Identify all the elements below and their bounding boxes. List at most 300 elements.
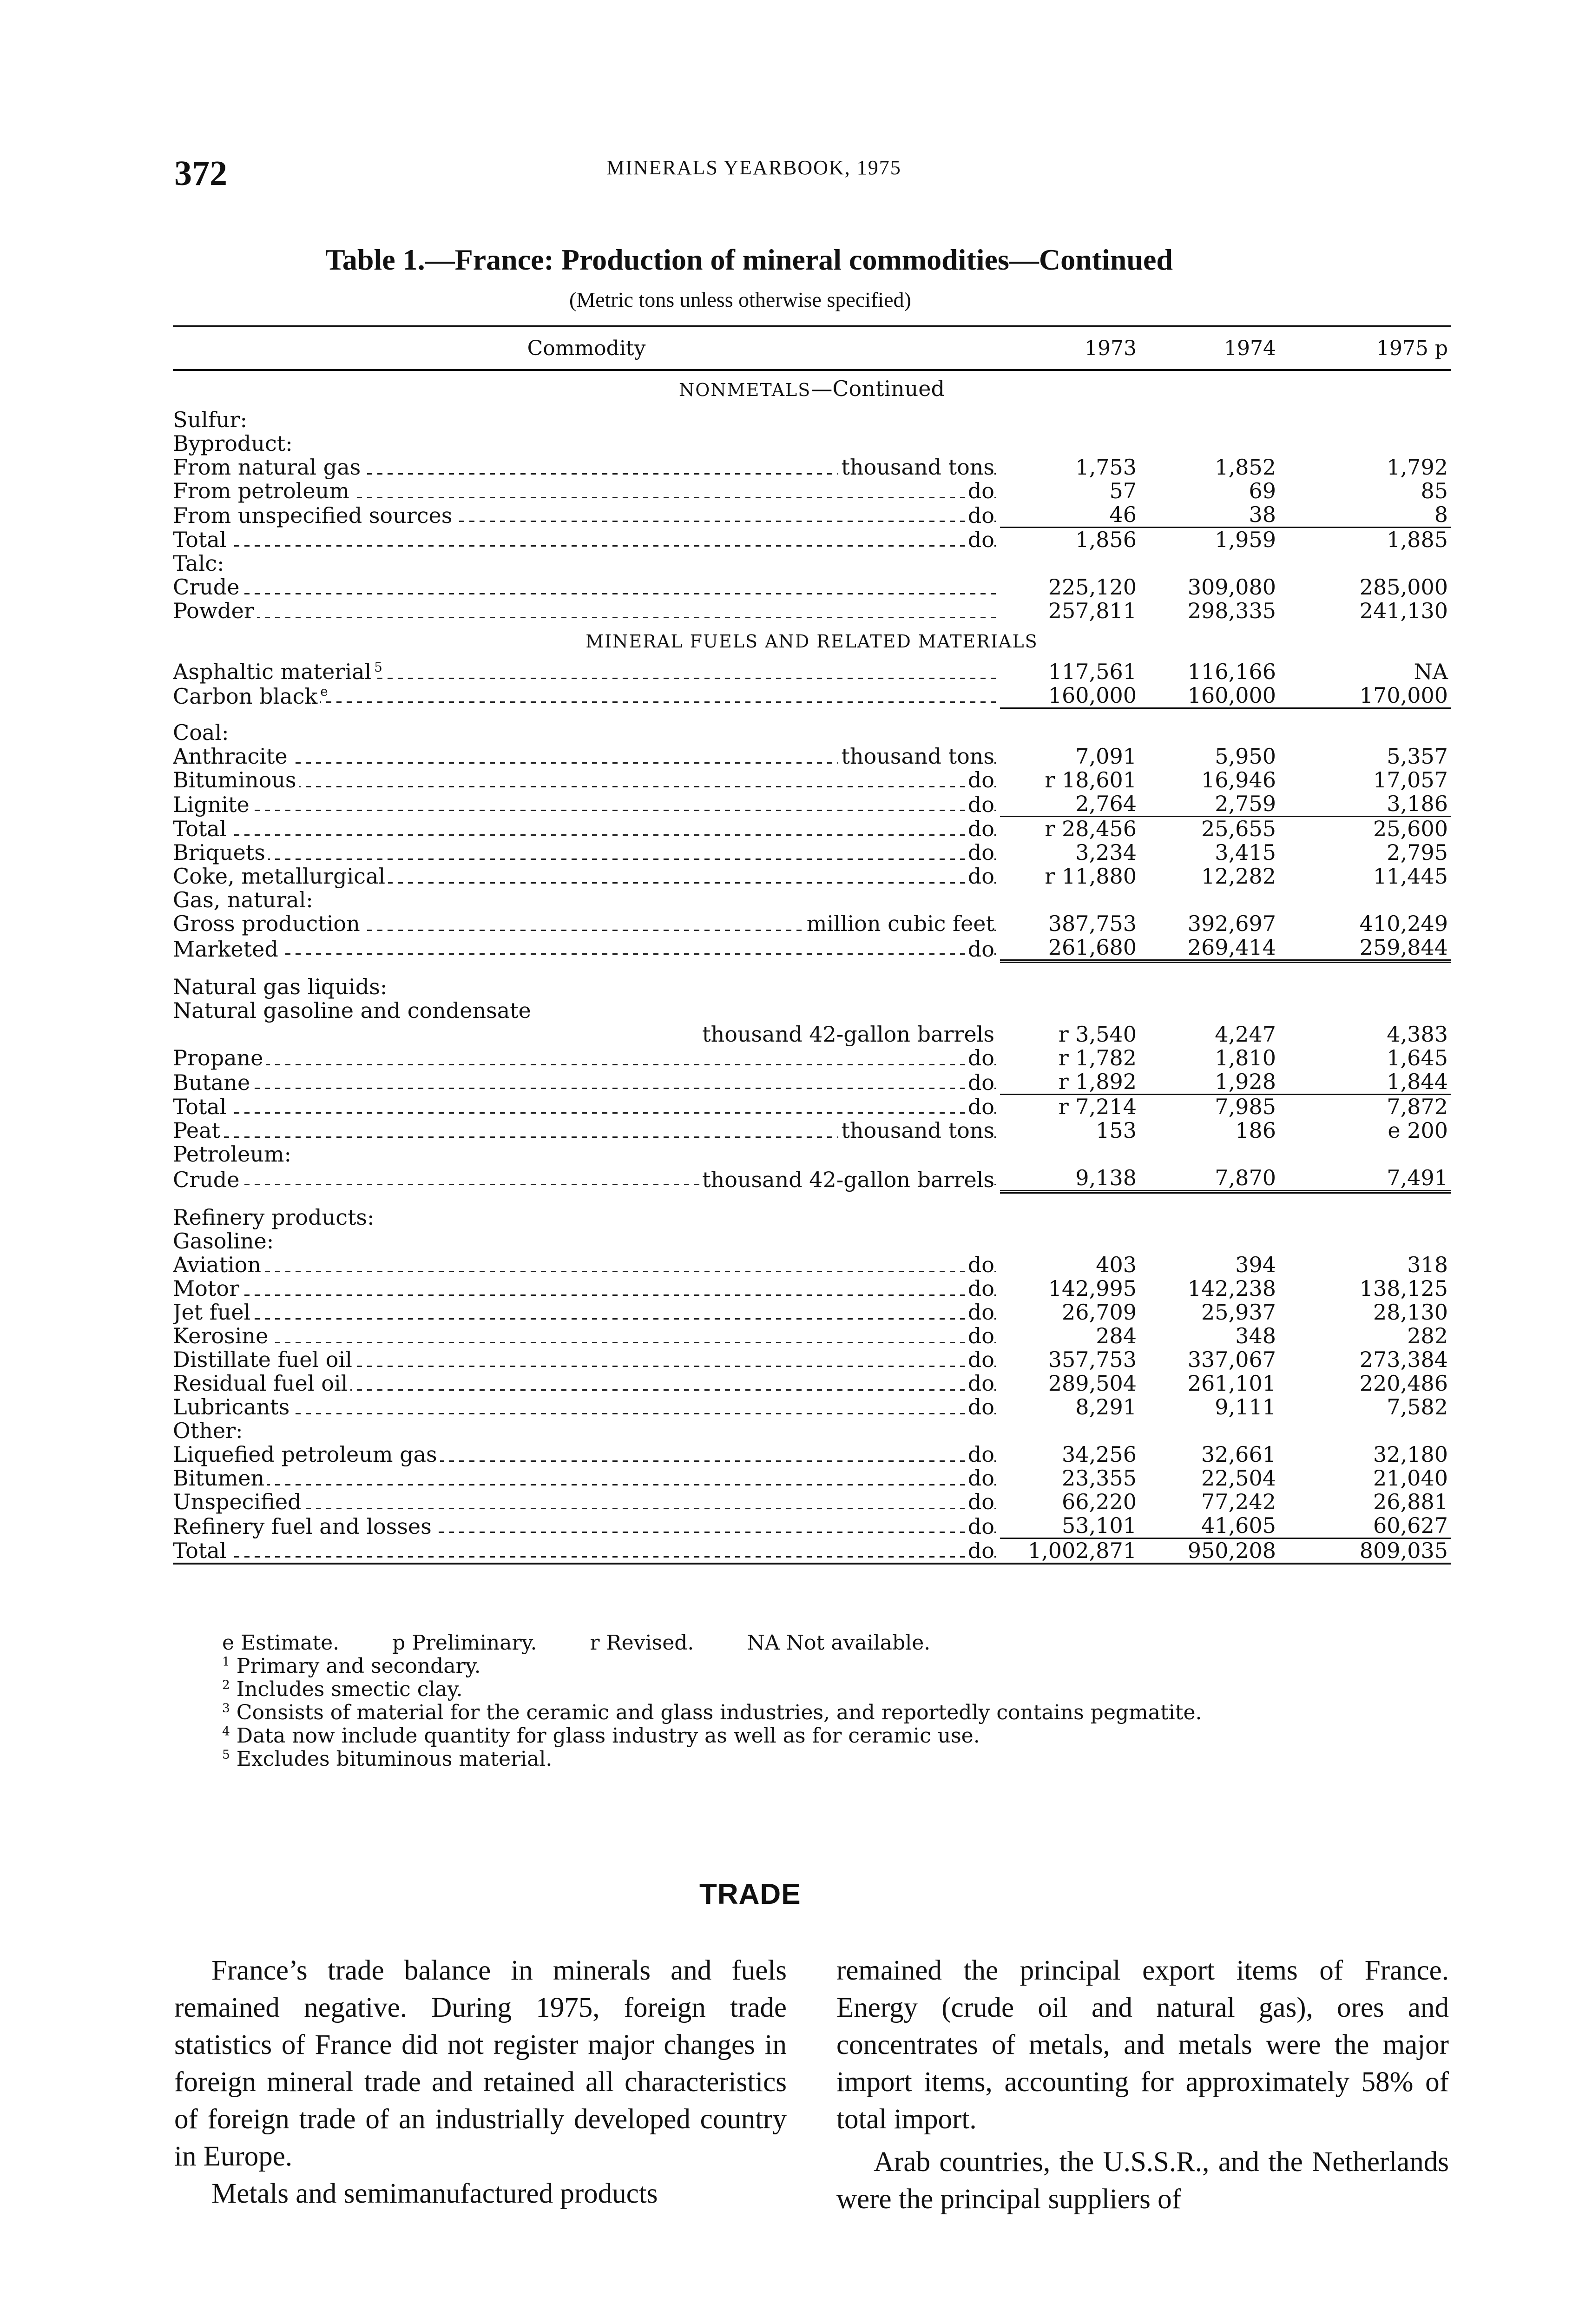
value-1974: 1,852 <box>1215 456 1276 479</box>
abbrev-revised: r Revised. <box>590 1631 694 1655</box>
commodity-label: Crude <box>173 575 242 599</box>
header-commodity: Commodity <box>173 326 1000 370</box>
paragraph: Metals and semimanufactured products <box>211 2178 658 2209</box>
value-1975: 138,125 <box>1359 1277 1448 1301</box>
table-row <box>173 768 1451 792</box>
value-1973: 53,101 <box>1000 1514 1139 1538</box>
value-1973: 160,000 <box>1000 684 1139 708</box>
commodity-label: Carbon black <box>173 684 320 708</box>
table-row <box>173 1443 1451 1466</box>
commodity-cell <box>173 792 1000 817</box>
value-1973: r 28,456 <box>1045 816 1137 841</box>
unit-label: million cubic feet <box>804 912 994 936</box>
commodity-cell <box>173 1372 1000 1395</box>
commodity-label: Anthracite <box>173 745 290 768</box>
commodity-label: Kerosine <box>173 1324 271 1348</box>
value-1975: 28,130 <box>1373 1301 1448 1324</box>
value-1974: 22,504 <box>1201 1466 1276 1490</box>
value-1974: 38 <box>1139 503 1279 528</box>
header-1975: 1975 p <box>1279 326 1451 370</box>
value-1975: 282 <box>1407 1324 1448 1348</box>
commodity-label: Talc: <box>173 552 227 575</box>
unit-label: do <box>965 793 994 817</box>
value-1974: 2,759 <box>1139 792 1279 817</box>
value-1975 <box>1279 552 1451 575</box>
value-1973: 1,002,871 <box>1000 1538 1139 1564</box>
spacer-cell <box>173 961 1451 975</box>
paragraph: France’s trade balance in minerals and fuels remained negative. During 1975, foreign trade statistics of France did not register major changes in foreign mineral trade and retained all characteristics of foreign trade of an industrially developed country in Europe. <box>174 1955 787 2172</box>
commodity-cell <box>173 1119 1000 1142</box>
value-1975: 26,881 <box>1373 1490 1448 1514</box>
table-row <box>173 1419 1451 1443</box>
unit-label: do <box>965 1277 994 1301</box>
footnote-4 <box>222 1724 1477 1748</box>
commodity-label: Sulfur: <box>173 408 250 432</box>
table-row <box>173 479 1451 503</box>
value-1973: 403 <box>1096 1253 1137 1277</box>
spacer-row <box>173 1192 1451 1206</box>
unit-label: do <box>965 479 994 503</box>
value-1974: 269,414 <box>1139 936 1279 961</box>
value-1974: 7,870 <box>1139 1166 1279 1192</box>
section-heading <box>173 370 1451 408</box>
value-1975: NA <box>1414 660 1448 684</box>
table-row <box>173 599 1451 623</box>
unit-label: thousand tons <box>838 456 994 479</box>
value-1974: 41,605 <box>1139 1514 1279 1538</box>
section-heading <box>173 623 1451 660</box>
commodity-cell <box>173 660 1000 684</box>
value-1974: 69 <box>1249 479 1276 503</box>
table-row <box>173 1119 1451 1142</box>
commodity-label: Aviation <box>173 1253 264 1277</box>
spacer-cell <box>173 1192 1451 1206</box>
section-heading-row <box>173 370 1451 408</box>
value-1975 <box>1279 975 1451 999</box>
commodity-cell <box>173 1229 1000 1253</box>
table-row <box>173 1229 1451 1253</box>
paragraph: Arab countries, the U.S.S.R., and the Netherlands were the principal suppliers of <box>836 2146 1449 2215</box>
table-row <box>173 1070 1451 1095</box>
value-1974: 1,959 <box>1215 527 1276 552</box>
commodity-label: Refinery fuel and losses <box>173 1514 434 1538</box>
value-1975: 21,040 <box>1373 1466 1448 1490</box>
commodity-label: Powder <box>173 599 257 623</box>
table-row <box>173 1095 1451 1119</box>
commodity-label: Total <box>173 817 229 841</box>
commodity-cell <box>173 1324 1000 1348</box>
commodity-cell <box>173 768 1000 792</box>
commodity-cell <box>173 936 1000 961</box>
commodity-label: Other: <box>173 1419 246 1443</box>
value-1973: 284 <box>1096 1324 1137 1348</box>
table-subtitle: (Metric tons unless otherwise specified) <box>569 288 911 311</box>
unit-label: do <box>965 768 994 792</box>
table-row <box>173 1466 1451 1490</box>
value-1973 <box>1000 552 1139 575</box>
unit-label: thousand tons <box>838 1119 994 1142</box>
value-1974: 5,950 <box>1215 745 1276 768</box>
unit-label: do <box>965 865 994 888</box>
commodity-label: From unspecified sources <box>173 503 455 528</box>
table-row <box>173 1490 1451 1514</box>
header-1974: 1974 <box>1139 326 1279 370</box>
value-1973 <box>1000 975 1139 999</box>
unit-label: do <box>965 1372 994 1395</box>
commodity-label: Motor <box>173 1277 242 1301</box>
commodity-label: Distillate fuel oil <box>173 1348 355 1372</box>
table-row <box>173 456 1451 479</box>
commodity-label: Unspecified <box>173 1490 304 1514</box>
value-1975: 241,130 <box>1359 599 1448 623</box>
table-row <box>173 745 1451 768</box>
value-1975: 1,792 <box>1387 456 1448 479</box>
value-1974: 25,655 <box>1201 816 1276 841</box>
commodity-cell <box>173 1301 1000 1324</box>
commodity-label: Total <box>173 528 229 552</box>
unit-label: do <box>965 528 994 552</box>
value-1975 <box>1279 1142 1451 1166</box>
commodity-cell <box>173 1023 1000 1046</box>
commodity-label: Petroleum: <box>173 1142 294 1166</box>
value-1975: 60,627 <box>1279 1514 1451 1538</box>
section-heading-row <box>173 623 1451 660</box>
commodity-label: Natural gasoline and condensate <box>173 999 534 1023</box>
spacer-row <box>173 708 1451 721</box>
commodity-cell <box>173 1142 1000 1166</box>
footnote-text: Excludes bituminous material. <box>236 1747 553 1771</box>
unit-label: do <box>965 1443 994 1466</box>
footnote-marker: 2 <box>222 1677 230 1692</box>
value-1975: 220,486 <box>1359 1372 1448 1395</box>
value-1973: 57 <box>1109 479 1137 503</box>
commodity-cell <box>173 1490 1000 1514</box>
value-1975: 3,186 <box>1279 792 1451 817</box>
table-row <box>173 912 1451 936</box>
value-1974: 261,101 <box>1187 1372 1276 1395</box>
commodity-cell <box>173 841 1000 865</box>
footnote-marker: 3 <box>222 1701 230 1716</box>
commodity-cell <box>173 1443 1000 1466</box>
value-1975: 7,872 <box>1387 1094 1448 1119</box>
value-1975: 7,491 <box>1279 1166 1451 1192</box>
value-1974: 9,111 <box>1215 1395 1276 1419</box>
value-1973: 2,764 <box>1000 792 1139 817</box>
commodity-label: Total <box>173 1538 229 1564</box>
table-row <box>173 1348 1451 1372</box>
unit-label: thousand 42-gallon barrels <box>699 1023 994 1046</box>
commodity-cell <box>173 865 1000 888</box>
value-1974: 7,985 <box>1215 1094 1276 1119</box>
unit-label: do <box>965 1301 994 1324</box>
commodity-cell <box>173 1206 1000 1229</box>
table-row <box>173 975 1451 999</box>
value-1973 <box>1000 408 1139 432</box>
commodity-cell <box>173 912 1000 936</box>
value-1974: 25,937 <box>1201 1301 1276 1324</box>
value-1973: 3,234 <box>1075 841 1137 865</box>
value-1973: 357,753 <box>1048 1348 1137 1372</box>
commodity-label: Lignite <box>173 792 252 817</box>
running-head: MINERALS YEARBOOK, 1975 <box>606 156 901 179</box>
footnote-2 <box>222 1678 1477 1701</box>
value-1974: 142,238 <box>1187 1277 1276 1301</box>
commodity-label: Bitumen <box>173 1466 267 1490</box>
commodity-label: Total <box>173 1095 229 1119</box>
value-1974: 298,335 <box>1187 599 1276 623</box>
table-row <box>173 503 1451 528</box>
commodity-cell <box>173 1419 1000 1443</box>
footnote-3 <box>222 1701 1477 1724</box>
commodity-label: Byproduct: <box>173 432 296 456</box>
table-row <box>173 936 1451 961</box>
value-1973: 26,709 <box>1062 1301 1137 1324</box>
page-number: 372 <box>174 154 227 193</box>
commodity-cell <box>173 1070 1000 1095</box>
value-1973: 66,220 <box>1062 1490 1137 1514</box>
commodity-label <box>173 1023 176 1046</box>
footnote-1 <box>222 1655 1477 1678</box>
value-1975 <box>1279 721 1451 745</box>
unit-label: do <box>965 1348 994 1372</box>
table-row <box>173 1324 1451 1348</box>
value-1975: 170,000 <box>1279 684 1451 708</box>
unit-label: do <box>965 1253 994 1277</box>
commodity-label: Gas, natural: <box>173 888 316 912</box>
section-heading-label: NONMETALS <box>679 380 811 400</box>
value-1973 <box>1000 1229 1139 1253</box>
commodity-label: Bituminous <box>173 768 299 792</box>
table-row <box>173 684 1451 708</box>
abbrev-not-available: NA Not available. <box>747 1631 931 1655</box>
unit-label: do <box>965 1071 994 1095</box>
value-1973: 153 <box>1096 1119 1137 1142</box>
value-1974 <box>1139 432 1279 456</box>
table-header-row <box>173 326 1451 370</box>
table-row <box>173 660 1451 684</box>
value-1973: 8,291 <box>1075 1395 1137 1419</box>
value-1975: 11,445 <box>1373 865 1448 888</box>
commodity-label: Residual fuel oil <box>173 1372 350 1395</box>
value-1974: 337,067 <box>1187 1348 1276 1372</box>
value-1974: 16,946 <box>1201 768 1276 792</box>
value-1973 <box>1000 721 1139 745</box>
value-1973: r 1,782 <box>1058 1046 1137 1070</box>
value-1975 <box>1279 1229 1451 1253</box>
unit-label: do <box>965 1490 994 1514</box>
value-1975: e 200 <box>1388 1119 1448 1142</box>
value-1973: 387,753 <box>1048 912 1137 936</box>
commodity-cell <box>173 721 1000 745</box>
value-1974: 1,810 <box>1215 1046 1276 1070</box>
commodity-label: From natural gas <box>173 456 363 479</box>
value-1974: 186 <box>1235 1119 1276 1142</box>
value-1975: 4,383 <box>1387 1023 1448 1046</box>
commodity-label: Lubricants <box>173 1395 292 1419</box>
commodity-cell <box>173 408 1000 432</box>
unit-label: thousand tons <box>838 745 994 768</box>
abbrev-preliminary: p Preliminary. <box>392 1631 537 1655</box>
value-1974 <box>1139 1206 1279 1229</box>
value-1975 <box>1279 888 1451 912</box>
value-1973: 34,256 <box>1062 1443 1137 1466</box>
value-1974 <box>1139 1142 1279 1166</box>
commodity-label: Gross production <box>173 912 363 936</box>
commodity-label: Refinery products: <box>173 1206 377 1229</box>
table-row <box>173 1166 1451 1192</box>
text-column-left <box>174 1952 787 2212</box>
value-1974 <box>1139 999 1279 1023</box>
value-1974: 309,080 <box>1187 575 1276 599</box>
value-1974: 1,928 <box>1139 1070 1279 1095</box>
commodity-label: From petroleum <box>173 479 352 503</box>
value-1973 <box>1000 888 1139 912</box>
value-1974 <box>1139 408 1279 432</box>
footnote-ref: e <box>320 684 330 699</box>
value-1973 <box>1000 1419 1139 1443</box>
unit-label: do <box>965 841 994 865</box>
value-1973: r 18,601 <box>1045 768 1137 792</box>
commodity-cell <box>173 975 1000 999</box>
commodity-label: Peat <box>173 1119 223 1142</box>
value-1975 <box>1279 999 1451 1023</box>
section-heading-suffix: —Continued <box>811 376 945 401</box>
value-1973: 257,811 <box>1048 599 1137 623</box>
footnote-marker: 5 <box>222 1747 230 1762</box>
unit-label: thousand 42-gallon barrels <box>699 1168 994 1192</box>
header-1973: 1973 <box>1000 326 1139 370</box>
value-1973: r 7,214 <box>1058 1094 1137 1119</box>
value-1974 <box>1139 721 1279 745</box>
value-1975: 410,249 <box>1359 912 1448 936</box>
commodity-cell <box>173 599 1000 623</box>
commodity-cell <box>173 1348 1000 1372</box>
footnote-5 <box>222 1748 1477 1771</box>
commodity-cell <box>173 1514 1000 1538</box>
table-row <box>173 1142 1451 1166</box>
commodity-cell <box>173 999 1000 1023</box>
footnote-text: Includes smectic clay. <box>236 1677 463 1701</box>
commodity-cell <box>173 1046 1000 1070</box>
footnote-abbreviations <box>222 1631 1477 1655</box>
footnotes <box>222 1631 1477 1771</box>
table-row <box>173 575 1451 599</box>
table-row <box>173 1023 1451 1046</box>
value-1975: 2,795 <box>1387 841 1448 865</box>
commodity-cell <box>173 817 1000 841</box>
unit-label: do <box>965 817 994 841</box>
value-1974: 32,661 <box>1201 1443 1276 1466</box>
commodity-cell <box>173 1538 1000 1564</box>
table-title: Table 1.—France: Production of mineral commodities—Continued <box>325 243 1173 276</box>
section-heading-label: MINERAL FUELS AND RELATED MATERIALS <box>585 631 1038 652</box>
value-1975: 17,057 <box>1373 768 1448 792</box>
commodity-label: Natural gas liquids: <box>173 975 390 999</box>
value-1973: 117,561 <box>1048 660 1137 684</box>
commodity-cell <box>173 1166 1000 1192</box>
value-1975: 318 <box>1407 1253 1448 1277</box>
commodity-label: Propane <box>173 1046 266 1070</box>
value-1975: 1,885 <box>1387 527 1448 552</box>
value-1973 <box>1000 1206 1139 1229</box>
table-row <box>173 432 1451 456</box>
commodity-cell <box>173 1466 1000 1490</box>
commodity-cell <box>173 456 1000 479</box>
commodity-cell <box>173 479 1000 503</box>
table-row <box>173 552 1451 575</box>
value-1975: 259,844 <box>1279 936 1451 961</box>
value-1975: 809,035 <box>1279 1538 1451 1564</box>
commodity-label: Briquets <box>173 841 268 865</box>
value-1975: 1,645 <box>1387 1046 1448 1070</box>
value-1973: r 3,540 <box>1058 1023 1137 1046</box>
table-row <box>173 528 1451 552</box>
value-1974: 950,208 <box>1139 1538 1279 1564</box>
commodity-label: Marketed <box>173 937 281 961</box>
commodity-cell <box>173 684 1000 708</box>
commodity-label: Asphaltic material <box>173 660 374 684</box>
commodity-label: Crude <box>173 1167 242 1192</box>
table-row <box>173 1206 1451 1229</box>
footnote-text: Data now include quantity for glass industry as well as for ceramic use. <box>236 1724 980 1748</box>
value-1973 <box>1000 999 1139 1023</box>
value-1973: 142,995 <box>1048 1277 1137 1301</box>
text-column-right <box>836 1952 1449 2218</box>
value-1973: r 11,880 <box>1045 865 1137 888</box>
value-1974 <box>1139 552 1279 575</box>
value-1973: 9,138 <box>1000 1166 1139 1192</box>
value-1974: 4,247 <box>1215 1023 1276 1046</box>
commodity-cell <box>173 575 1000 599</box>
unit-label: do <box>965 504 994 528</box>
value-1974: 348 <box>1235 1324 1276 1348</box>
value-1973: 261,680 <box>1000 936 1139 961</box>
commodity-cell <box>173 1095 1000 1119</box>
footnote-marker: 1 <box>222 1654 230 1669</box>
value-1973 <box>1000 432 1139 456</box>
footnote-ref: 5 <box>374 660 385 675</box>
unit-label: do <box>965 1539 994 1563</box>
value-1975 <box>1279 408 1451 432</box>
value-1974: 392,697 <box>1187 912 1276 936</box>
commodity-cell <box>173 528 1000 552</box>
commodity-cell <box>173 503 1000 528</box>
unit-label: do <box>965 1395 994 1419</box>
value-1974 <box>1139 975 1279 999</box>
value-1973: 225,120 <box>1048 575 1137 599</box>
commodity-label: Coal: <box>173 721 232 745</box>
table-row <box>173 1253 1451 1277</box>
value-1975: 273,384 <box>1359 1348 1448 1372</box>
section-heading-trade: TRADE <box>699 1878 801 1910</box>
value-1973: r 1,892 <box>1000 1070 1139 1095</box>
unit-label: do <box>965 1324 994 1348</box>
value-1975: 5,357 <box>1387 745 1448 768</box>
commodity-cell <box>173 888 1000 912</box>
value-1974 <box>1139 1229 1279 1253</box>
commodity-label: Jet fuel <box>173 1301 253 1324</box>
table-row <box>173 1301 1451 1324</box>
value-1974 <box>1139 1419 1279 1443</box>
commodity-cell <box>173 432 1000 456</box>
commodity-cell <box>173 1277 1000 1301</box>
commodity-cell <box>173 1253 1000 1277</box>
value-1973: 23,355 <box>1062 1466 1137 1490</box>
value-1975: 8 <box>1279 503 1451 528</box>
value-1974 <box>1139 888 1279 912</box>
footnote-text: Primary and secondary. <box>236 1654 481 1678</box>
spacer-row <box>173 961 1451 975</box>
